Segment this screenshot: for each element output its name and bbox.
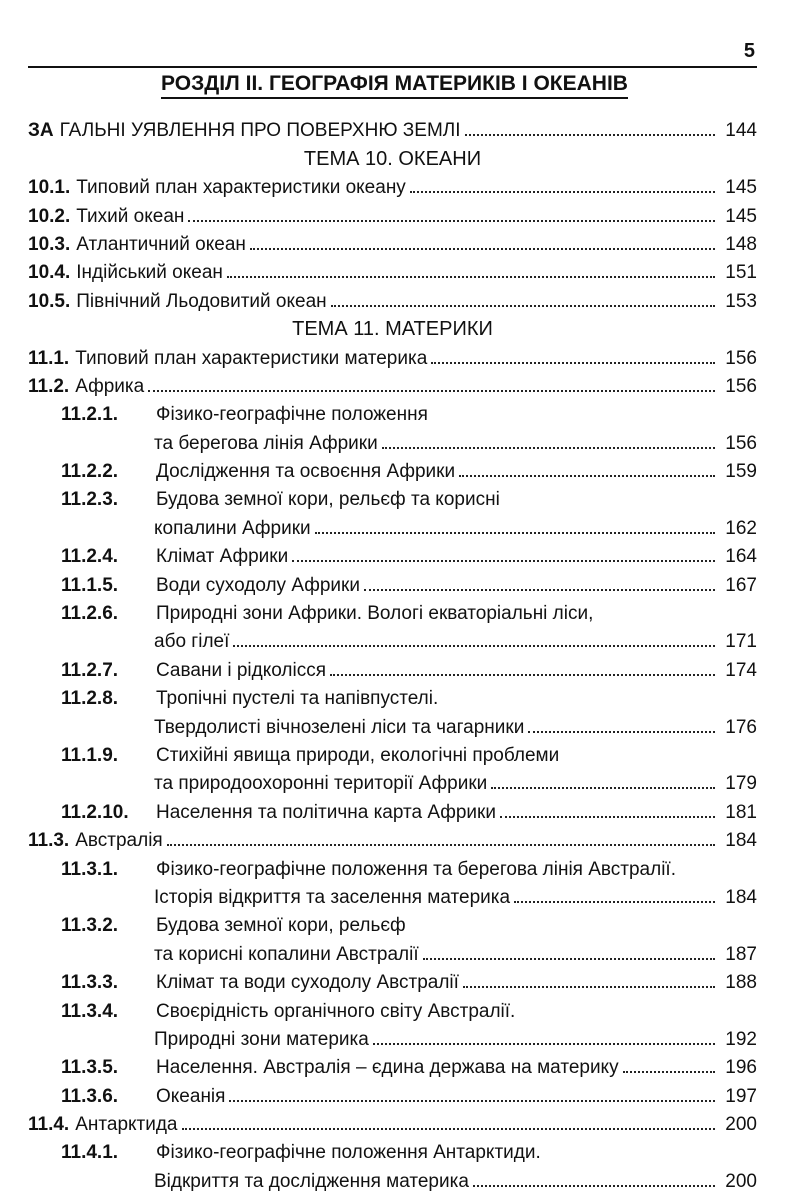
dot-leader <box>330 674 715 676</box>
entry-number: 10.5. <box>28 290 71 312</box>
table-of-contents <box>28 114 757 1193</box>
entry-page-number: 200 <box>725 1114 757 1136</box>
dot-leader <box>465 134 715 136</box>
entry-page-number: 164 <box>725 546 757 568</box>
entry-number: 11.3.4. <box>61 1000 119 1022</box>
entry-number: ЗА <box>28 120 54 142</box>
entry-number: 11.2.2. <box>61 461 119 483</box>
entry-page-number: 196 <box>725 1057 757 1079</box>
dot-leader <box>410 191 715 193</box>
entry-page-number: 171 <box>725 631 757 653</box>
theme-title: ТЕМА 11. МАТЕРИКИ <box>292 318 493 341</box>
entry-number: 11.2.6. <box>61 603 119 625</box>
dot-leader <box>292 560 715 562</box>
entry-number: 11.3.3. <box>61 972 119 994</box>
dot-leader <box>463 986 715 988</box>
toc-entry <box>28 937 757 965</box>
entry-title: або гілеї <box>154 631 230 653</box>
entry-number: 11.4. <box>28 1114 70 1136</box>
dot-leader <box>182 1128 715 1130</box>
entry-number: 11.2.4. <box>61 546 119 568</box>
toc-theme-heading <box>28 313 757 341</box>
entry-title: Дослідження та освоєння Африки <box>156 461 456 483</box>
entry-page-number: 200 <box>725 1170 757 1192</box>
entry-page-number: 156 <box>725 347 757 369</box>
entry-page-number: 162 <box>725 517 757 539</box>
toc-entry <box>28 1051 757 1079</box>
toc-entry <box>28 824 757 852</box>
entry-page-number: 181 <box>725 801 757 823</box>
toc-entry <box>28 966 757 994</box>
entry-number: 11.2.10. <box>61 801 129 823</box>
entry-title: Природні зони материка <box>154 1028 369 1050</box>
toc-entry <box>28 1108 757 1136</box>
entry-number: 11.3.2. <box>61 915 119 937</box>
entry-page-number: 167 <box>725 574 757 596</box>
entry-page-number: 151 <box>725 262 757 284</box>
entry-title: Будова земної кори, рельєф <box>156 915 406 937</box>
dot-leader <box>331 305 715 307</box>
toc-entry <box>28 284 757 312</box>
entry-title: Атлантичний океан <box>76 233 246 255</box>
entry-title: Стихійні явища природи, екологічні проблеми <box>156 744 560 766</box>
toc-theme-heading <box>28 142 757 170</box>
entry-title: Савани і рідколісся <box>156 659 326 681</box>
toc-entry <box>28 483 757 511</box>
entry-title: Тропічні пустелі та напівпустелі. <box>156 688 439 710</box>
entry-number: 11.3.6. <box>61 1085 119 1107</box>
toc-entry <box>28 852 757 880</box>
toc-entry <box>28 256 757 284</box>
toc-entry <box>28 795 757 823</box>
entry-page-number: 144 <box>725 120 757 142</box>
dot-leader <box>167 844 715 846</box>
entry-number: 11.2.3. <box>61 489 119 511</box>
dot-leader <box>623 1071 715 1073</box>
toc-entry <box>28 1079 757 1107</box>
entry-title: Індійський океан <box>76 262 223 284</box>
toc-entry <box>28 1136 757 1164</box>
entry-title: Фізико-географічне положення Антарктиди. <box>156 1142 541 1164</box>
entry-number: 11.2. <box>28 375 70 397</box>
entry-title: Фізико-географічне положення та берегова лінія Австралії. <box>156 858 676 880</box>
entry-number: 11.2.1. <box>61 404 119 426</box>
entry-title: Природні зони Африки. Вологі екваторіальні ліси, <box>156 603 594 625</box>
dot-leader <box>148 390 715 392</box>
toc-entry <box>28 568 757 596</box>
entry-title: та природоохоронні території Африки <box>154 773 488 795</box>
entry-page-number: 187 <box>725 943 757 965</box>
toc-entry <box>28 881 757 909</box>
entry-title: Фізико-географічне положення <box>156 404 428 426</box>
toc-entry <box>28 511 757 539</box>
toc-entry <box>28 199 757 227</box>
toc-entry <box>28 171 757 199</box>
entry-number: 11.2.8. <box>61 688 119 710</box>
entry-title: Історія відкриття та заселення материка <box>154 886 511 908</box>
entry-page-number: 197 <box>725 1085 757 1107</box>
entry-page-number: 188 <box>725 972 757 994</box>
dot-leader <box>473 1185 715 1187</box>
entry-title: Північний Льодовитий океан <box>76 290 327 312</box>
toc-entry <box>28 625 757 653</box>
entry-number: 10.2. <box>28 205 71 227</box>
entry-title: ГАЛЬНІ УЯВЛЕННЯ ПРО ПОВЕРХНЮ ЗЕМЛІ <box>59 120 461 142</box>
dot-leader <box>431 362 715 364</box>
dot-leader <box>500 816 715 818</box>
entry-page-number: 192 <box>725 1028 757 1050</box>
entry-page-number: 156 <box>725 432 757 454</box>
entry-title: копалини Африки <box>154 517 311 539</box>
entry-title: Населення та політична карта Африки <box>156 801 496 823</box>
entry-number: 10.1. <box>28 177 71 199</box>
entry-title: Будова земної кори, рельєф та корисні <box>156 489 500 511</box>
dot-leader <box>227 276 715 278</box>
toc-entry <box>28 398 757 426</box>
entry-title: Австралія <box>75 830 163 852</box>
toc-entry <box>28 341 757 369</box>
entry-page-number: 184 <box>725 886 757 908</box>
entry-title: Тихий океан <box>76 205 185 227</box>
header-rule <box>28 66 757 68</box>
entry-number: 11.1.5. <box>61 574 119 596</box>
section-title-text: РОЗДІЛ ІІ. ГЕОГРАФІЯ МАТЕРИКІВ І ОКЕАНІВ <box>161 72 628 99</box>
dot-leader <box>423 958 715 960</box>
dot-leader <box>382 447 715 449</box>
entry-title: Клімат Африки <box>156 546 289 568</box>
entry-title: Своєрідність органічного світу Австралії. <box>156 1000 516 1022</box>
toc-entry <box>28 597 757 625</box>
entry-number: 11.3.1. <box>61 858 119 880</box>
dot-leader <box>233 645 715 647</box>
entry-number: 11.1.9. <box>61 744 119 766</box>
dot-leader <box>491 787 715 789</box>
toc-entry <box>28 767 757 795</box>
entry-page-number: 179 <box>725 773 757 795</box>
entry-title: Відкриття та дослідження материка <box>154 1170 469 1192</box>
toc-entry <box>28 455 757 483</box>
entry-number: 11.3.5. <box>61 1057 119 1079</box>
entry-title: Африка <box>75 375 145 397</box>
dot-leader <box>188 220 715 222</box>
toc-entry <box>28 426 757 454</box>
dot-leader <box>528 731 715 733</box>
dot-leader <box>364 589 715 591</box>
entry-number: 11.4.1. <box>61 1142 119 1164</box>
toc-entry <box>28 1164 757 1192</box>
entry-title: Типовий план характеристики океану <box>76 177 406 199</box>
dot-leader <box>373 1043 715 1045</box>
entry-page-number: 174 <box>725 659 757 681</box>
toc-entry <box>28 710 757 738</box>
entry-number: 11.2.7. <box>61 659 119 681</box>
toc-entry <box>28 909 757 937</box>
entry-page-number: 176 <box>725 716 757 738</box>
toc-entry <box>28 114 757 142</box>
entry-title: Води суходолу Африки <box>156 574 360 596</box>
entry-number: 10.4. <box>28 262 71 284</box>
dot-leader <box>514 901 715 903</box>
entry-title: Типовий план характеристики материка <box>75 347 428 369</box>
entry-title: Населення. Австралія – єдина держава на материку <box>156 1057 619 1079</box>
toc-entry <box>28 1023 757 1051</box>
entry-page-number: 184 <box>725 830 757 852</box>
entry-title: Клімат та води суходолу Австралії <box>156 972 459 994</box>
theme-title: ТЕМА 10. ОКЕАНИ <box>303 147 482 170</box>
entry-title: Океанія <box>156 1085 226 1107</box>
toc-entry <box>28 228 757 256</box>
dot-leader <box>315 532 715 534</box>
entry-page-number: 145 <box>725 205 757 227</box>
entry-title: та корисні копалини Австралії <box>154 943 419 965</box>
toc-entry <box>28 540 757 568</box>
entry-page-number: 145 <box>725 177 757 199</box>
page-number: 5 <box>743 40 755 62</box>
entry-title: Антарктида <box>75 1114 178 1136</box>
entry-number: 10.3. <box>28 233 71 255</box>
toc-entry <box>28 682 757 710</box>
toc-entry <box>28 653 757 681</box>
entry-number: 11.1. <box>28 347 70 369</box>
entry-page-number: 159 <box>725 461 757 483</box>
dot-leader <box>459 475 715 477</box>
toc-entry <box>28 370 757 398</box>
toc-entry <box>28 994 757 1022</box>
entry-number: 11.3. <box>28 830 70 852</box>
entry-title: та берегова лінія Африки <box>154 432 378 454</box>
entry-page-number: 148 <box>725 233 757 255</box>
dot-leader <box>229 1100 715 1102</box>
entry-page-number: 153 <box>725 290 757 312</box>
entry-title: Твердолисті вічнозелені ліси та чагарники <box>154 716 525 738</box>
toc-entry <box>28 739 757 767</box>
dot-leader <box>250 248 715 250</box>
section-title <box>0 72 789 96</box>
entry-page-number: 156 <box>725 375 757 397</box>
